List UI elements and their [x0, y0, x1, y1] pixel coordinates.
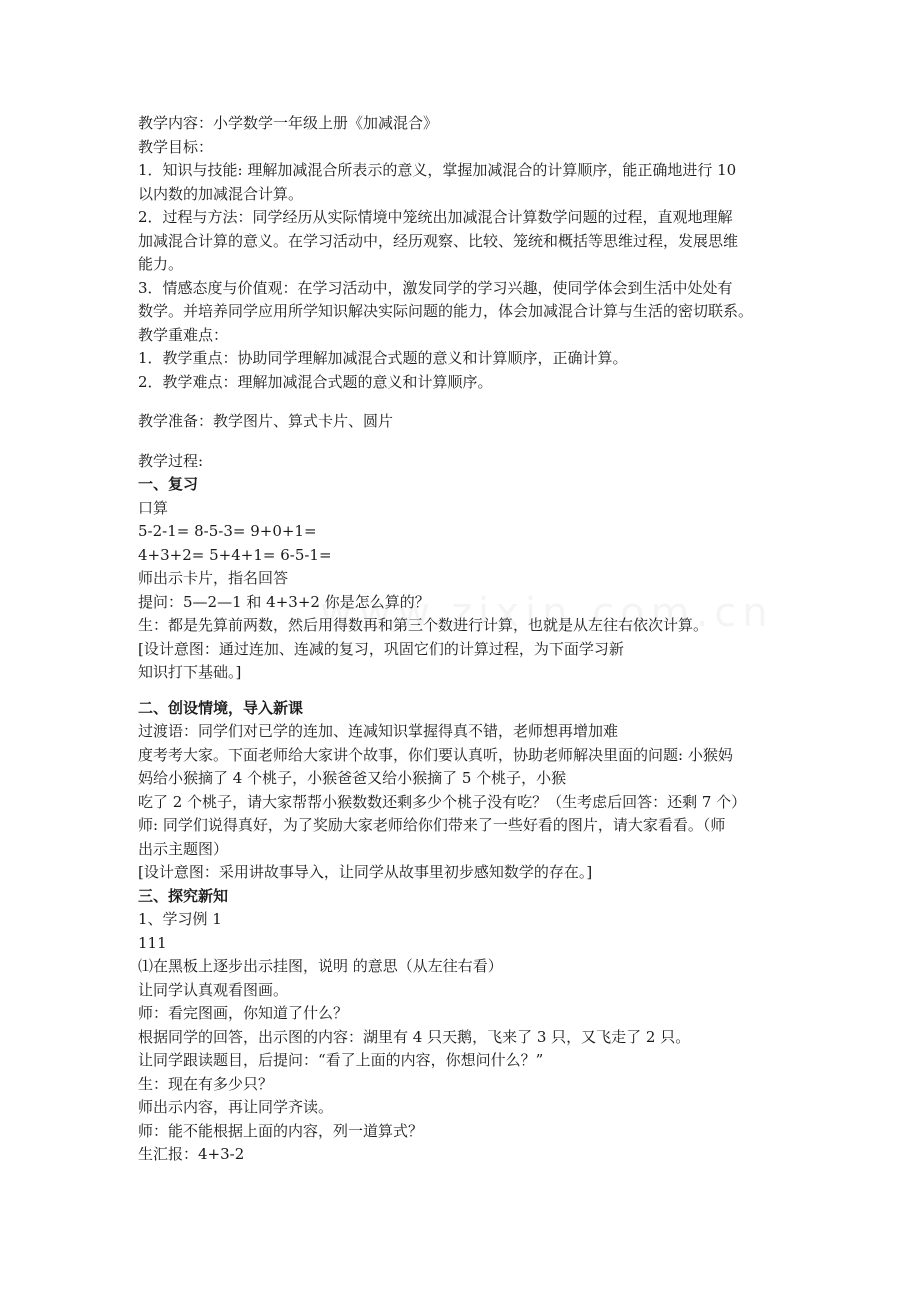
picture-content: 根据同学的回答，出示图的内容：湖里有 4 只天鹅，飞来了 3 只，又飞走了 2 只。: [138, 1027, 691, 1046]
document-body: [138, 112, 788, 1167]
goals-heading: 教学目标：: [138, 137, 214, 156]
goal-3-line-1: 3．情感态度与价值观：在学习活动中，激发同学的学习兴趣，使同学体会到生活中处处有: [138, 278, 733, 297]
design-intent-2: [设计意图：采用讲故事导入，让同学从故事里初步感知数学的存在。]: [138, 863, 593, 881]
teacher-praise-line-2: 出示主题图）: [138, 839, 229, 858]
goal-2-line-3: 能力。: [138, 255, 184, 273]
key-points-heading: 教学重难点：: [138, 325, 229, 344]
goal-2-line-1: 2．过程与方法：同学经历从实际情境中笼统出加减混合计算数学问题的过程，直观地理解: [138, 208, 733, 226]
equations-row-2: 4+3+2= 5+4+1= 6-5-1=: [138, 545, 332, 564]
teacher-equation: 师：能不能根据上面的内容，列一道算式？: [138, 1121, 424, 1140]
goal-3-line-2: 数学。并培养同学应用所学知识解决实际问题的能力，体会加减混合计算与生活的密切联系。: [138, 302, 754, 320]
lesson-content: 教学内容：小学数学一年级上册《加减混合》: [138, 114, 439, 132]
goal-2-line-2: 加减混合计算的意义。在学习活动中，经历观察、比较、笼统和概括等思维过程，发展思维: [138, 231, 739, 250]
preparation: 教学准备：教学图片、算式卡片、圆片: [138, 412, 394, 430]
example-1-number: 111: [138, 933, 167, 952]
section-review-heading: 一、复习: [138, 475, 199, 493]
design-intent-1-line-1: [设计意图：通过连加、连减的复习，巩固它们的计算过程，为下面学习新: [138, 639, 624, 658]
transition-line-1: 过渡语：同学们对已学的连加、连减知识掌握得真不错，老师想再增加难: [138, 722, 619, 740]
student-report: 生汇报：4+3-2: [138, 1145, 245, 1163]
read-question: 让同学跟读题目，后提问：“看了上面的内容，你想问什么？”: [138, 1051, 544, 1069]
transition-line-3: 妈给小猴摘了 4 个桃子，小猴爸爸又给小猴摘了 5 个桃子，小猴: [138, 769, 567, 787]
student-question: 生：现在有多少只？: [138, 1074, 274, 1093]
goal-1-line-2: 以内数的加减混合计算。: [138, 184, 304, 203]
oral-calc-label: 口算: [138, 498, 169, 517]
transition-line-2: 度考考大家。下面老师给大家讲个故事，你们要认真听，协助老师解决里面的问题: 小猴妈: [138, 745, 733, 764]
observe-picture: 让同学认真观看图画。: [138, 980, 289, 999]
step-1: ⑴在黑板上逐步出示挂图，说明 的意思（从左往右看）: [138, 957, 503, 975]
equations-row-1: 5-2-1= 8-5-3= 9+0+1=: [138, 522, 317, 540]
teacher-praise-line-1: 师: 同学们说得真好，为了奖励大家老师给你们带来了一些好看的图片，请大家看看。（师: [138, 816, 726, 834]
question: 提问：5—2—1 和 4+3+2 你是怎么算的？: [138, 592, 430, 611]
section-explore-heading: 三、探究新知: [138, 886, 229, 905]
process-heading: 教学过程:: [138, 451, 204, 470]
goal-1-line-1: 1．知识与技能: 理解加减混合所表示的意义，掌握加减混合的计算顺序，能正确地进行 10: [138, 161, 737, 179]
key-point-2: 2．教学难点：理解加减混合式题的意义和计算顺序。: [138, 372, 493, 391]
transition-line-4: 吃了 2 个桃子，请大家帮帮小猴数数还剩多少个桃子没有吃？（生考虑后回答：还剩 7 个）: [138, 792, 747, 811]
teacher-ask: 师：看完图画，你知道了什么？: [138, 1004, 349, 1022]
example-1-heading: 1、学习例 1: [138, 910, 222, 928]
teacher-show: 师出示内容，再让同学齐读。: [138, 1098, 334, 1116]
key-point-1: 1．教学重点：协助同学理解加减混合式题的意义和计算顺序，正确计算。: [138, 349, 628, 367]
section-intro-heading: 二、创设情境，导入新课: [138, 698, 304, 717]
student-answer: 生：都是先算前两数，然后用得数再和第三个数进行计算，也就是从左往右依次计算。: [138, 616, 709, 634]
teacher-cards: 师出示卡片，指名回答: [138, 569, 289, 587]
design-intent-1-line-2: 知识打下基础。]: [138, 663, 242, 681]
